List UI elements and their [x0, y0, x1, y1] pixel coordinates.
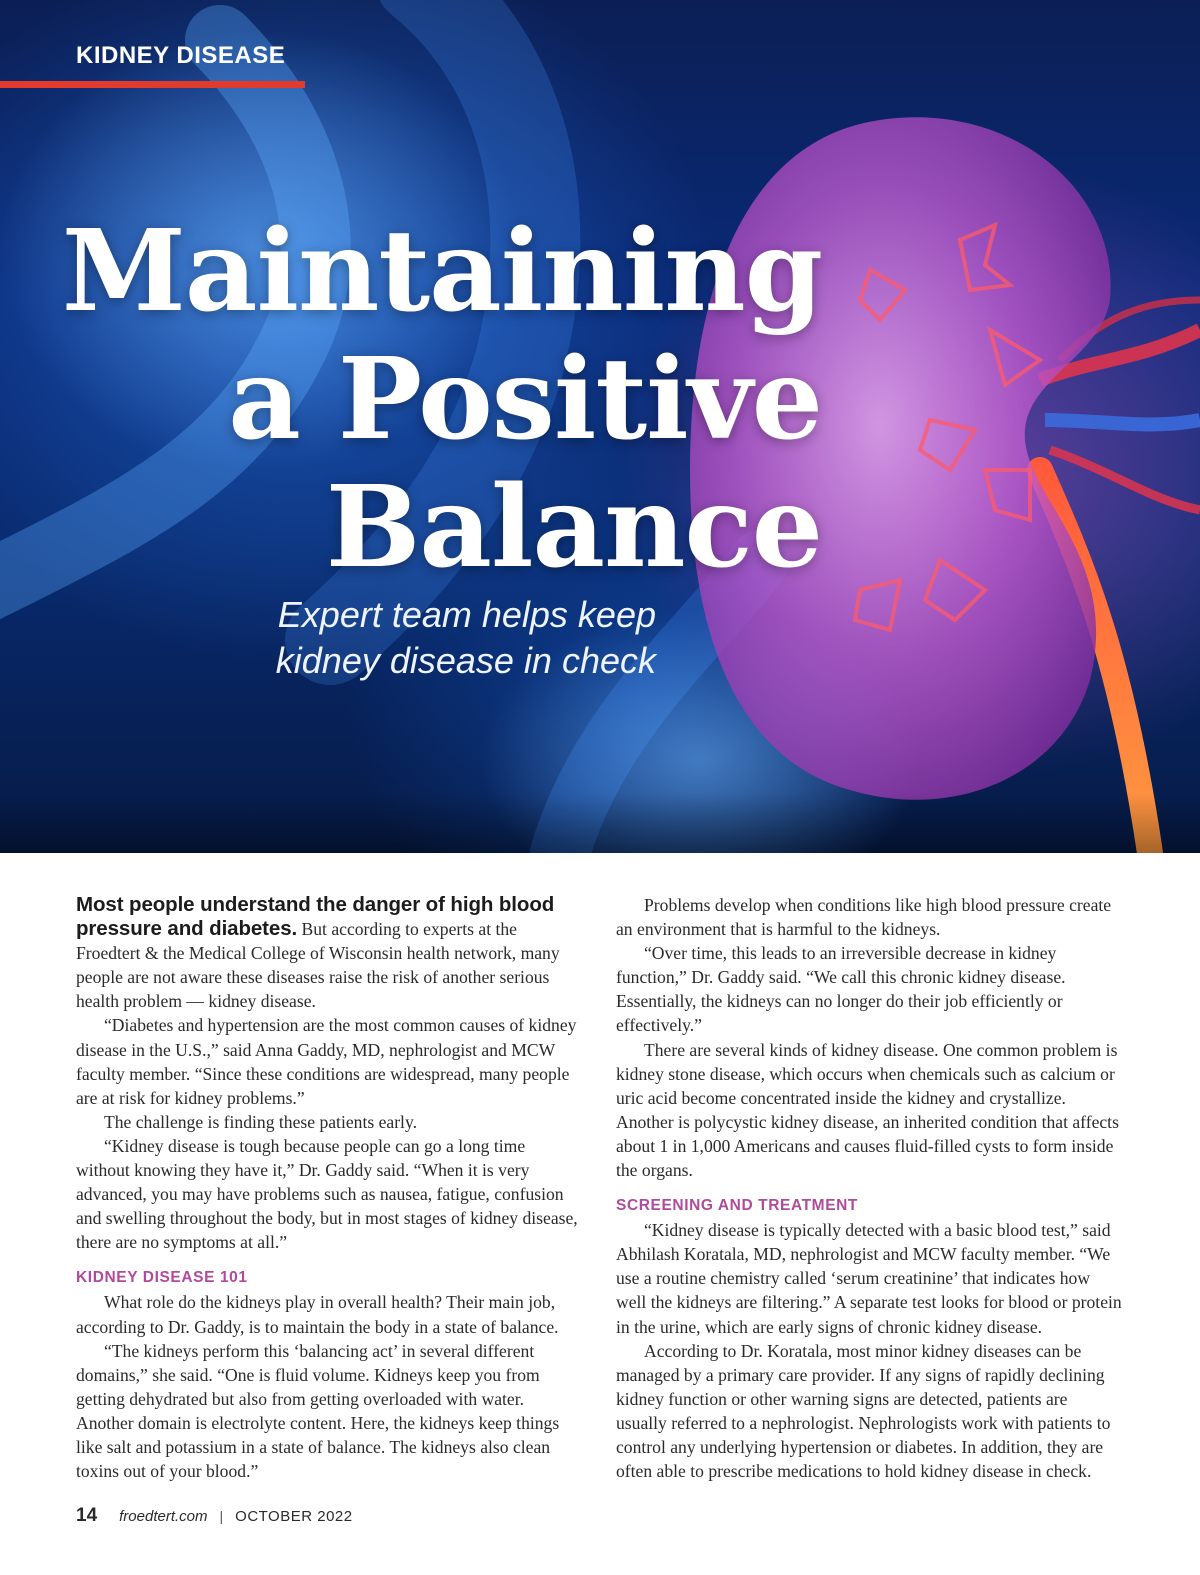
paragraph: According to Dr. Koratala, most minor kidney diseases can be managed by a primary care provider. If any signs of rapidly declining kidney function or other warning signs are detected, patients are usually referred to a nephrologist. Nephrologists work with patients to control any underlying hypertension or diabetes. In addition, they are often able to prescribe medications to hold kidney disease in check.	[616, 1340, 1111, 1482]
dek-line-2: kidney disease in check	[275, 640, 656, 681]
paragraph: There are several kinds of kidney disease. One common problem is kidney stone disease, which occurs when chemicals such as calcium or uric acid become concentrated inside the kidney and crystallize. Another is polycystic kidney disease, an inherited condition that affects about 1 in 1,000 Americans and causes fluid-filled cysts to form inside the organs.	[616, 1039, 1119, 1181]
website-url: froedtert.com	[119, 1508, 208, 1525]
paragraph: Problems develop when conditions like high blood pressure create an environment that is harmful to the kidneys.	[616, 895, 1112, 940]
headline	[22, 208, 822, 592]
headline-line-1: Maintaining	[61, 206, 822, 337]
paragraph: What role do the kidneys play in overall health? Their main job, according to Dr. Gaddy, is to maintain the body in a state of balance.	[76, 1292, 559, 1337]
lead-continuation: But according to experts at the Froedtert & the Medical College of Wisconsin health network, many people are not aware these diseases raise the risk of another serious health problem — kidney disease.	[76, 919, 560, 1012]
article-column-right	[616, 893, 1122, 1483]
subhead-kidney-disease-101: KIDNEY DISEASE 101	[76, 1269, 248, 1287]
article-column-left	[76, 893, 582, 1483]
subhead-screening-and-treatment: SCREENING AND TREATMENT	[616, 1197, 858, 1215]
lead-paragraph	[76, 893, 582, 1013]
dek-line-1: Expert team helps keep	[277, 594, 656, 635]
section-rule	[0, 81, 305, 88]
paragraph: “Kidney disease is typically detected with a basic blood test,” said Abhilash Koratala, MD, nephrologist and MCW faculty member. “We use a routine chemistry called ‘serum creatinine’ that indicates how well the kidneys are filtering.” A separate test looks for blood or protein in the urine, which are early signs of chronic kidney disease.	[616, 1220, 1122, 1337]
page-number: 14	[76, 1505, 98, 1526]
headline-line-2: a Positive	[228, 334, 822, 465]
paragraph: “Kidney disease is tough because people can go a long time without knowing they have it,” Dr. Gaddy said. “When it is very advanced, you may have problems such as nausea, fatigue, confusion and swelling throughout the body, but in most stages of kidney disease, there are no symptoms at all.”	[76, 1135, 578, 1253]
headline-line-3: Balance	[325, 462, 822, 593]
paragraph: “Diabetes and hypertension are the most common causes of kidney disease in the U.S.,” said Anna Gaddy, MD, nephrologist and MCW faculty member. “Since these conditions are widespread, many people are at risk for kidney problems.”	[76, 1015, 577, 1108]
page-footer	[76, 1505, 353, 1527]
paragraph: “The kidneys perform this ‘balancing act’ in several different domains,” she said. “One is fluid volume. Kidneys keep you from getting dehydrated but also from getting overloaded with water. Another domain is electrolyte content. Here, the kidneys keep things like salt and potassium in a state of balance. The kidneys also clean toxins out of your blood.”	[76, 1340, 560, 1482]
lead-sentence: Most people understand the danger of high blood pressure and diabetes.	[76, 893, 555, 941]
paragraph: The challenge is finding these patients early.	[104, 1111, 417, 1132]
section-label: KIDNEY DISEASE	[76, 42, 286, 69]
hero-bottom-shade	[0, 793, 1200, 853]
paragraph: “Over time, this leads to an irreversible decrease in kidney function,” Dr. Gaddy said. “We call this chronic kidney disease. Essentially, the kidneys can no longer do their job efficiently or effectively.”	[616, 943, 1066, 1036]
dek	[156, 592, 656, 684]
footer-separator: |	[219, 1508, 224, 1524]
issue-date: OCTOBER 2022	[235, 1508, 353, 1525]
